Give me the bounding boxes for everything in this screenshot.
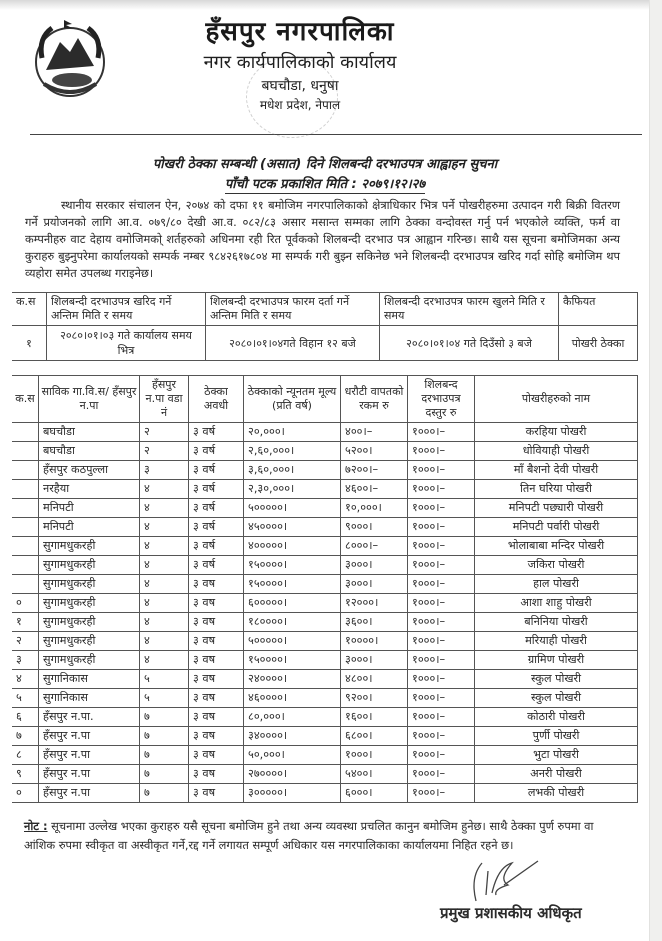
note-label: नोट : bbox=[24, 819, 48, 833]
deposit-cell: ९२००। bbox=[341, 689, 408, 708]
pond-row bbox=[12, 689, 638, 708]
pond-row bbox=[12, 651, 638, 670]
pond-name-cell: भुटा पोखरी bbox=[475, 746, 638, 765]
serial-cell bbox=[12, 461, 39, 480]
ponds-header-cell: ठेक्का अवधी bbox=[189, 376, 244, 423]
deposit-cell: ४००।– bbox=[341, 423, 408, 442]
min-price-cell: २,६०,०००। bbox=[244, 442, 341, 461]
bid-fee-cell: १०००।– bbox=[408, 537, 475, 556]
notice-date-text: पाँचौ पटक प्रकाशित मिति : २०७९।१२।२७ bbox=[224, 177, 426, 192]
serial-cell bbox=[12, 556, 39, 575]
former-vdc-cell: सुगानिकास bbox=[39, 670, 140, 689]
pond-name-cell: आशा शाहु पोखरी bbox=[475, 594, 638, 613]
deposit-cell: ४६००।– bbox=[341, 480, 408, 499]
schedule-header-row bbox=[12, 293, 638, 326]
schedule-header-cell: क.स bbox=[12, 293, 47, 326]
former-vdc-cell: सुगानिकास bbox=[39, 689, 140, 708]
pond-name-cell: करहिया पोखरी bbox=[475, 423, 638, 442]
serial-cell: ० bbox=[12, 784, 39, 803]
deposit-cell: १६००। bbox=[341, 708, 408, 727]
serial-cell: ९ bbox=[12, 765, 39, 784]
min-price-cell: ३,६०,०००। bbox=[244, 461, 341, 480]
pond-name-cell: मनिपटी पछ्यारी पोखरी bbox=[475, 499, 638, 518]
former-vdc-cell: सुगामधुकरही bbox=[39, 632, 140, 651]
min-price-cell: ६०००००। bbox=[244, 594, 341, 613]
schedule-header-cell: शिलबन्दी दरभाउपत्र खरिद गर्ने अन्तिम मिति र समय bbox=[47, 293, 206, 326]
deposit-cell: ९०००। bbox=[341, 518, 408, 537]
contract-period-cell: ३ वष bbox=[189, 689, 244, 708]
contract-period-cell: ३ वर्ष bbox=[189, 537, 244, 556]
footer-note bbox=[24, 817, 624, 855]
contract-period-cell: ३ वष bbox=[189, 708, 244, 727]
ward-cell: ३ bbox=[140, 461, 189, 480]
schedule-cell: १ bbox=[12, 326, 47, 361]
pond-name-cell: पुर्णी पोखरी bbox=[475, 727, 638, 746]
min-price-cell: ५०,०००। bbox=[244, 746, 341, 765]
former-vdc-cell: सुगामधुकरही bbox=[39, 651, 140, 670]
pond-name-cell: हाल पोखरी bbox=[475, 575, 638, 594]
pond-name-cell: जकिरा पोखरी bbox=[475, 556, 638, 575]
ward-cell: ७ bbox=[140, 765, 189, 784]
pond-row bbox=[12, 746, 638, 765]
pond-name-cell: माँ बैशनो देवी पोखरी bbox=[475, 461, 638, 480]
contract-period-cell: ३ वष bbox=[189, 765, 244, 784]
bid-fee-cell: १०००।– bbox=[408, 480, 475, 499]
pond-row bbox=[12, 765, 638, 784]
min-price-cell: ३०००००। bbox=[244, 784, 341, 803]
signatory-title: प्रमुख प्रशासकीय अधिकृत bbox=[440, 904, 582, 922]
former-vdc-cell: बघचौडा bbox=[39, 423, 140, 442]
pond-row bbox=[12, 708, 638, 727]
ward-cell: ४ bbox=[140, 556, 189, 575]
serial-cell bbox=[12, 442, 39, 461]
pond-row bbox=[12, 423, 638, 442]
ward-cell: ४ bbox=[140, 632, 189, 651]
deposit-cell: ३०००। bbox=[341, 651, 408, 670]
deposit-cell: ४८००। bbox=[341, 670, 408, 689]
deposit-cell: ७२००।– bbox=[341, 461, 408, 480]
former-vdc-cell: मनिपटी bbox=[39, 499, 140, 518]
ponds-header-cell: क.स bbox=[12, 376, 39, 423]
deposit-cell: ५४००। bbox=[341, 765, 408, 784]
bid-fee-cell: १०००।– bbox=[408, 765, 475, 784]
serial-cell: ० bbox=[12, 594, 39, 613]
contract-period-cell: ३ वर्ष bbox=[189, 461, 244, 480]
signature bbox=[468, 859, 548, 903]
note-text: सूचनामा उल्लेख भएका कुराहरु यसै सूचना बमोजिम हुने तथा अन्य व्यवस्था प्रचलित कानुन बमोजिम हुनेछ। साथै ठेक्का पुर्ण रुपमा वा आंशिक रुपमा स्वीकृत वा अस्वीकृत गर्ने,रद्द गर्ने लगायत सम्पूर्ण अधिकार यस नगरपालिकाका कार्यालयमा निहित रहने छ। bbox=[24, 819, 594, 852]
deposit-cell: ३६००। bbox=[341, 613, 408, 632]
deposit-cell: ८०००।– bbox=[341, 537, 408, 556]
serial-cell: ४ bbox=[12, 670, 39, 689]
former-vdc-cell: बघचौडा bbox=[39, 442, 140, 461]
ward-cell: ४ bbox=[140, 613, 189, 632]
serial-cell: १ bbox=[12, 613, 39, 632]
bid-fee-cell: १०००।– bbox=[408, 461, 475, 480]
former-vdc-cell: हँसपुर न.पा bbox=[39, 746, 140, 765]
contract-period-cell: ३ वर्ष bbox=[189, 480, 244, 499]
former-vdc-cell: सुगामधुकरही bbox=[39, 556, 140, 575]
ward-cell: ४ bbox=[140, 518, 189, 537]
ponds-header-cell: हँसपुर न.पा वडा नं bbox=[140, 376, 189, 423]
bid-fee-cell: १०००।– bbox=[408, 499, 475, 518]
pond-row bbox=[12, 613, 638, 632]
pond-row bbox=[12, 784, 638, 803]
contract-period-cell: ३ वष bbox=[189, 575, 244, 594]
pond-row bbox=[12, 575, 638, 594]
pond-row bbox=[12, 499, 638, 518]
pond-name-cell: अनरी पोखरी bbox=[475, 765, 638, 784]
pond-name-cell: लभकी पोखरी bbox=[475, 784, 638, 803]
nepal-emblem-logo bbox=[30, 18, 110, 102]
min-price-cell: १५००००। bbox=[244, 556, 341, 575]
office-name: नगर कार्यपालिकाको कार्यालय bbox=[203, 52, 397, 73]
serial-cell: २ bbox=[12, 632, 39, 651]
ward-cell: ४ bbox=[140, 594, 189, 613]
former-vdc-cell: मनिपटी bbox=[39, 518, 140, 537]
min-price-cell: ५०००००। bbox=[244, 499, 341, 518]
pond-row bbox=[12, 670, 638, 689]
former-vdc-cell: नरहैया bbox=[39, 480, 140, 499]
bid-fee-cell: १०००।– bbox=[408, 442, 475, 461]
office-province: मधेश प्रदेश, नेपाल bbox=[259, 98, 341, 112]
former-vdc-cell: हँसपुर न.पा bbox=[39, 727, 140, 746]
ward-cell: ४ bbox=[140, 480, 189, 499]
bid-fee-cell: १०००।– bbox=[408, 689, 475, 708]
contract-period-cell: ३ वर्ष bbox=[189, 423, 244, 442]
pond-name-cell: स्कुल पोखरी bbox=[475, 670, 638, 689]
schedule-cell: २०८०।०१।०४ गते दिउँसो ३ बजे bbox=[380, 326, 559, 361]
bid-fee-cell: १०००।– bbox=[408, 518, 475, 537]
header-divider bbox=[30, 134, 642, 135]
ward-cell: ४ bbox=[140, 651, 189, 670]
former-vdc-cell: सुगामधुकरही bbox=[39, 594, 140, 613]
min-price-cell: १५००००। bbox=[244, 575, 341, 594]
deposit-cell: ३०००। bbox=[341, 556, 408, 575]
signature-block bbox=[440, 859, 630, 929]
min-price-cell: ४०००००। bbox=[244, 537, 341, 556]
pond-row bbox=[12, 537, 638, 556]
min-price-cell: २०,०००। bbox=[244, 423, 341, 442]
min-price-cell: १८००००। bbox=[244, 613, 341, 632]
former-vdc-cell: हँसपुर कठपुल्ला bbox=[39, 461, 140, 480]
contract-period-cell: ३ वष bbox=[189, 727, 244, 746]
contract-period-cell: ३ वष bbox=[189, 613, 244, 632]
contract-period-cell: ३ वष bbox=[189, 594, 244, 613]
scan-edge bbox=[649, 0, 662, 941]
min-price-cell: १५००००। bbox=[244, 651, 341, 670]
schedule-header-cell: शिलबन्दी दरभाउपत्र फारम खुलने मिति र समय bbox=[380, 293, 559, 326]
serial-cell: ८ bbox=[12, 746, 39, 765]
office-address: बघचौडा, धनुषा bbox=[261, 78, 339, 94]
pond-name-cell: तिन घरिया पोखरी bbox=[475, 480, 638, 499]
schedule-header-cell: कैफियत bbox=[559, 293, 638, 326]
ponds-table bbox=[12, 375, 638, 803]
schedule-table bbox=[12, 292, 638, 361]
contract-period-cell: ३ वष bbox=[189, 784, 244, 803]
contract-period-cell: ३ वर्ष bbox=[189, 518, 244, 537]
serial-cell bbox=[12, 518, 39, 537]
ponds-header-cell: धरौटी वापतको रकम रु bbox=[341, 376, 408, 423]
serial-cell bbox=[12, 537, 39, 556]
serial-cell bbox=[12, 480, 39, 499]
min-price-cell: २४००००। bbox=[244, 670, 341, 689]
former-vdc-cell: सुगामधुकरही bbox=[39, 575, 140, 594]
bid-fee-cell: १०००।– bbox=[408, 670, 475, 689]
pond-name-cell: बनिनिया पोखरी bbox=[475, 613, 638, 632]
serial-cell: ७ bbox=[12, 727, 39, 746]
ponds-header-cell: साविक गा.वि.स/ हँसपुर न.पा bbox=[39, 376, 140, 423]
contract-period-cell: ३ वष bbox=[189, 651, 244, 670]
deposit-cell: १२०००। bbox=[341, 594, 408, 613]
letterhead bbox=[0, 10, 650, 134]
pond-row bbox=[12, 442, 638, 461]
min-price-cell: २,३०,०००। bbox=[244, 480, 341, 499]
ponds-header-cell: शिलबन्द दरभाउपत्र दस्तुर रु bbox=[408, 376, 475, 423]
serial-cell bbox=[12, 423, 39, 442]
bid-fee-cell: १०००।– bbox=[408, 746, 475, 765]
pond-row bbox=[12, 727, 638, 746]
ward-cell: ७ bbox=[140, 727, 189, 746]
pond-row bbox=[12, 461, 638, 480]
contract-period-cell: ३ वष bbox=[189, 670, 244, 689]
former-vdc-cell: हँसपुर न.पा bbox=[39, 765, 140, 784]
ponds-table-body bbox=[12, 423, 638, 803]
schedule-header-cell: शिलबन्दी दरभाउपत्र फारम दर्ता गर्ने अन्तिम मिति र समय bbox=[206, 293, 380, 326]
ward-cell: ४ bbox=[140, 499, 189, 518]
pond-name-cell: धोवियाही पोखरी bbox=[475, 442, 638, 461]
min-price-cell: ३४००००। bbox=[244, 727, 341, 746]
former-vdc-cell: हँसपुर न.पा. bbox=[39, 708, 140, 727]
serial-cell: ३ bbox=[12, 651, 39, 670]
pond-row bbox=[12, 632, 638, 651]
min-price-cell: ४६००००। bbox=[244, 689, 341, 708]
contract-period-cell: ३ वष bbox=[189, 632, 244, 651]
serial-cell bbox=[12, 575, 39, 594]
serial-cell: ५ bbox=[12, 689, 39, 708]
scan-shadow bbox=[0, 0, 650, 10]
deposit-cell: १०००। bbox=[341, 746, 408, 765]
ward-cell: ४ bbox=[140, 537, 189, 556]
notice-body: स्थानीय सरकार संचालन ऐन, २०७४ को दफा ११ बमोजिम नगरपालिकाको क्षेत्राधिकार भित्र पर्ने पोखरीहरुमा उत्पादन गरी बिक्री वितरण गर्ने प्रयोजनको लागि आ.व. ०७९/८० देखी आ.व. ०८२/८३ असार मसान्त सम्मका लागि ठेक्का वन्दोवस्त गर्नु पर्न भएकोले व्यक्ति, फर्म वा कम्पनीहरु वाट देहाय वमोजिमको् शर्तहरुको अधिनमा रही रित पूर्वकको शिलबन्दी दरभाउ पत्र आह्वान गरिन्छ। साथै यस सूचना बमोजिमका अन्य कुराहरु बुझ्नुपरेमा कार्यालयको सम्पर्क नम्बर ९८४२६१७८०४ मा सम्पर्क गरी बुझ्न सकिनेछ भने शिलबन्दी दरभाउपत्र खरिद गर्दा सोहि बमोजिम थप व्यहोरा समेत उपलब्ध गराइनेछ। bbox=[25, 198, 620, 280]
pond-row bbox=[12, 518, 638, 537]
former-vdc-cell: सुगामधुकरही bbox=[39, 613, 140, 632]
notice-date bbox=[0, 175, 650, 195]
bid-fee-cell: १०००।– bbox=[408, 613, 475, 632]
municipality-name: हँसपुर नगरपालिका bbox=[205, 17, 395, 47]
serial-cell bbox=[12, 499, 39, 518]
ward-cell: ७ bbox=[140, 708, 189, 727]
pond-name-cell: ग्रामिण पोखरी bbox=[475, 651, 638, 670]
contract-period-cell: ३ वर्ष bbox=[189, 499, 244, 518]
min-price-cell: २७००००। bbox=[244, 765, 341, 784]
deposit-cell: ३०००। bbox=[341, 575, 408, 594]
letterhead-titles bbox=[150, 14, 450, 114]
bid-fee-cell: १०००।– bbox=[408, 594, 475, 613]
deposit-cell: १००००। bbox=[341, 632, 408, 651]
former-vdc-cell: हँसपुर न.पा bbox=[39, 784, 140, 803]
ponds-header-cell: पोखरीहरुको नाम bbox=[475, 376, 638, 423]
ponds-header-cell: ठेक्काको न्यूनतम मूल्य (प्रति वर्ष) bbox=[244, 376, 341, 423]
deposit-cell: ६८००। bbox=[341, 727, 408, 746]
min-price-cell: ४५००००। bbox=[244, 518, 341, 537]
deposit-cell: १०,०००। bbox=[341, 499, 408, 518]
schedule-cell: पोखरी ठेक्का bbox=[559, 326, 638, 361]
pond-name-cell: भोलाबाबा मन्दिर पोखरी bbox=[475, 537, 638, 556]
bid-fee-cell: १०००।– bbox=[408, 632, 475, 651]
pond-row bbox=[12, 480, 638, 499]
pond-row bbox=[12, 556, 638, 575]
schedule-cell: २०८०।०१।०४गते विहान १२ बजे bbox=[206, 326, 380, 361]
pond-row bbox=[12, 594, 638, 613]
former-vdc-cell: सुगामधुकरही bbox=[39, 537, 140, 556]
ward-cell: २ bbox=[140, 423, 189, 442]
bid-fee-cell: १०००।– bbox=[408, 727, 475, 746]
ward-cell: २ bbox=[140, 442, 189, 461]
notice-title: पोखरी ठेक्का सम्बन्धी (असात) दिने शिलबन्दी दरभाउपत्र आह्वाहन सुचना bbox=[152, 157, 498, 172]
contract-period-cell: ३ वर्ष bbox=[189, 556, 244, 575]
schedule-cell: २०८०।०१।०३ गते कार्यालय समय भित्र bbox=[47, 326, 206, 361]
pond-name-cell: स्कुल पोखरी bbox=[475, 689, 638, 708]
ward-cell: ७ bbox=[140, 746, 189, 765]
bid-fee-cell: १०००।– bbox=[408, 784, 475, 803]
deposit-cell: ६०००। bbox=[341, 784, 408, 803]
bid-fee-cell: १०००।– bbox=[408, 556, 475, 575]
schedule-row bbox=[12, 326, 638, 361]
ward-cell: ५ bbox=[140, 670, 189, 689]
ward-cell: ४ bbox=[140, 575, 189, 594]
min-price-cell: ८०,०००। bbox=[244, 708, 341, 727]
pond-name-cell: मरियाही पोखरी bbox=[475, 632, 638, 651]
bid-fee-cell: १०००।– bbox=[408, 423, 475, 442]
bid-fee-cell: १०००।– bbox=[408, 708, 475, 727]
contract-period-cell: ३ वष bbox=[189, 746, 244, 765]
bid-fee-cell: १०००।– bbox=[408, 651, 475, 670]
deposit-cell: ५२००। bbox=[341, 442, 408, 461]
pond-name-cell: कोठारी पोखरी bbox=[475, 708, 638, 727]
ward-cell: ५ bbox=[140, 689, 189, 708]
ponds-header-row bbox=[12, 376, 638, 423]
min-price-cell: ५०००००। bbox=[244, 632, 341, 651]
serial-cell: ६ bbox=[12, 708, 39, 727]
ward-cell: ७ bbox=[140, 784, 189, 803]
pond-name-cell: मनिपटी पर्वारी पोखरी bbox=[475, 518, 638, 537]
bid-fee-cell: १०००।– bbox=[408, 575, 475, 594]
contract-period-cell: ३ वर्ष bbox=[189, 442, 244, 461]
